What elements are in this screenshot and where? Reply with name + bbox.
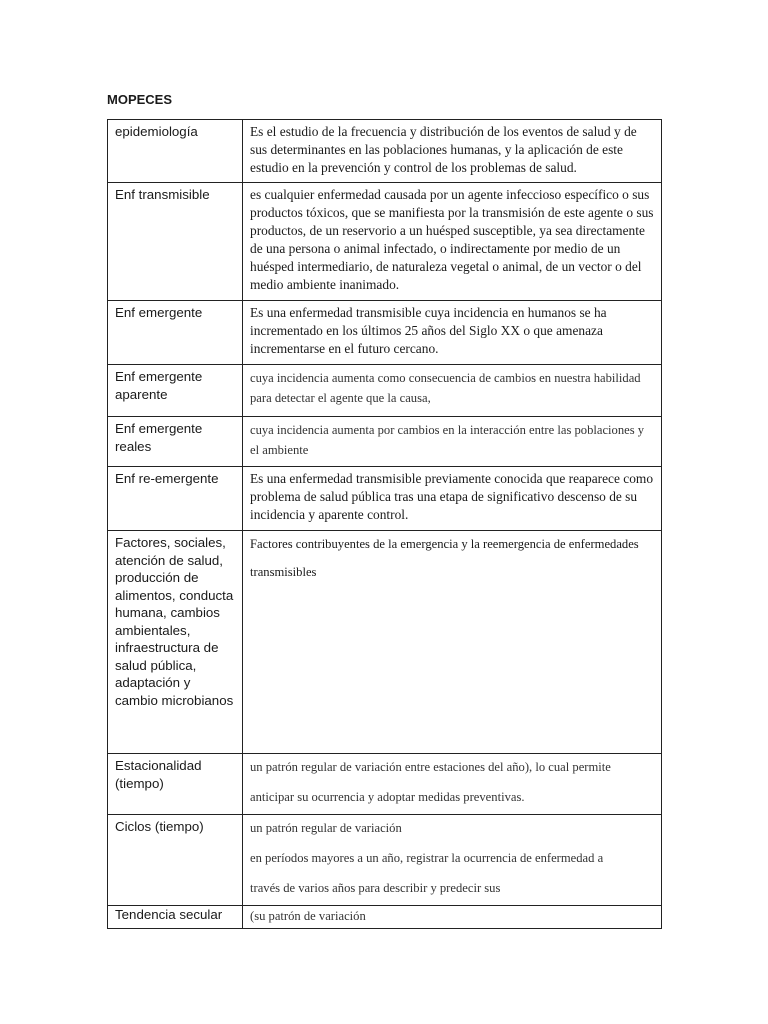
- definition-text: un patrón regular de variación entre estaciones del año), lo cual permite: [250, 760, 611, 774]
- definition-text: cuya incidencia aumenta por cambios en la interacción entre las poblaciones y el ambiente: [250, 423, 645, 457]
- definition-cell: [243, 906, 662, 929]
- table-row: [108, 183, 662, 301]
- definition-text: Factores contribuyentes de la emergencia y la reemergencia de enfermedades: [250, 537, 639, 551]
- definition-text: transmisibles: [250, 565, 317, 579]
- term-cell: Ciclos (tiempo): [108, 815, 243, 906]
- definition-cell: [243, 467, 662, 531]
- term-cell: Tendencia secular: [108, 906, 243, 929]
- definition-cell: [243, 531, 662, 754]
- definition-text: Es una enfermedad transmisible previamente conocida que reaparece como problema de salud pública tras una etapa de significativo descenso de su incidencia y aparente control.: [250, 471, 654, 522]
- definition-cell: [243, 183, 662, 301]
- definition-text: (su patrón de variación: [250, 909, 366, 923]
- definition-text: través de varios años para describir y predecir sus: [250, 881, 501, 895]
- term-cell: Enf emergente aparente: [108, 365, 243, 417]
- term-cell: Enf re-emergente: [108, 467, 243, 531]
- definition-cell: [243, 417, 662, 467]
- definition-cell: [243, 120, 662, 183]
- table-row: [108, 815, 662, 906]
- definition-text: cuya incidencia aumenta como consecuencia de cambios en nuestra habilidad para detectar el agente que la causa,: [250, 371, 641, 405]
- definition-text: en períodos mayores a un año, registrar la ocurrencia de enfermedad a: [250, 851, 604, 865]
- definition-cell: [243, 365, 662, 417]
- document-title: MOPECES: [107, 92, 173, 107]
- table-row: [108, 906, 662, 929]
- definition-cell: [243, 301, 662, 365]
- definition-text: Es el estudio de la frecuencia y distribución de los eventos de salud y de sus determinantes en las poblaciones humanas, y la aplicación de este estudio en la prevención y control de los problemas de salud.: [250, 124, 637, 175]
- glossary-table: [107, 119, 662, 929]
- definition-text: anticipar su ocurrencia y adoptar medidas preventivas.: [250, 790, 525, 804]
- definition-text: Es una enfermedad transmisible cuya incidencia en humanos se ha incrementado en los últimos 25 años del Siglo XX o que amenaza incrementarse en el futuro cercano.: [250, 305, 607, 356]
- definition-cell: [243, 815, 662, 906]
- table-row: [108, 301, 662, 365]
- table-row: [108, 417, 662, 467]
- term-cell: Estacionalidad (tiempo): [108, 754, 243, 815]
- table-row: [108, 120, 662, 183]
- term-cell: Factores, sociales, atención de salud, producción de alimentos, conducta humana, cambios ambientales, infraestructura de salud pública, adaptación y cambio microbianos: [108, 531, 243, 754]
- definition-text: es cualquier enfermedad causada por un agente infeccioso específico o sus productos tóxicos, que se manifiesta por la transmisión de este agente o sus productos, de un reservorio a un huésped susceptible, ya sea directamente de una persona o animal infectado, o indirectamente por medio de un huésped intermediario, de naturaleza vegetal o animal, de un vector o del medio ambiente inanimado.: [250, 187, 654, 292]
- table-row: [108, 531, 662, 754]
- definition-text: un patrón regular de variación: [250, 821, 402, 835]
- definition-cell: [243, 754, 662, 815]
- term-cell: Enf emergente reales: [108, 417, 243, 467]
- term-cell: epidemiología: [108, 120, 243, 183]
- table-row: [108, 754, 662, 815]
- table-row: [108, 365, 662, 417]
- term-cell: Enf transmisible: [108, 183, 243, 301]
- term-cell: Enf emergente: [108, 301, 243, 365]
- table-row: [108, 467, 662, 531]
